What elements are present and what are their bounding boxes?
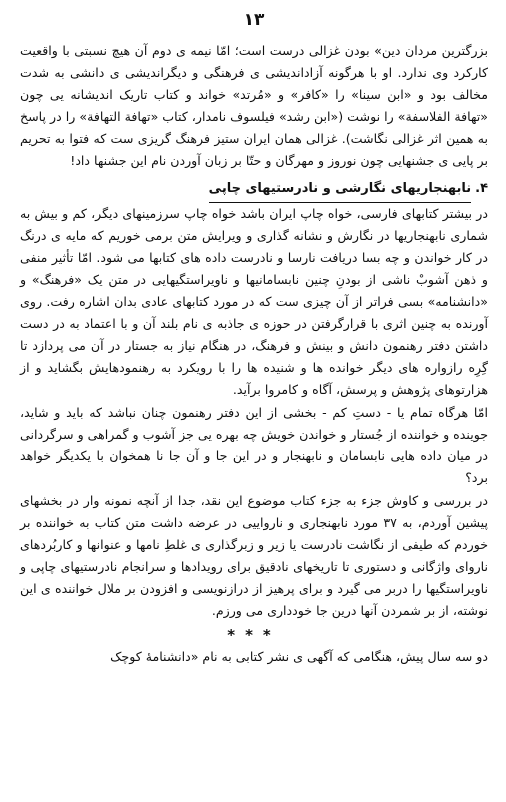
page-number: ۱۳: [243, 10, 265, 30]
paragraph-last: دو سه سال پیش، هنگامی که آگهی ی نشر کتابی به نام «دانشنامهٔ کوچک: [110, 648, 488, 664]
section-number: ۴.: [475, 181, 488, 197]
section-title: نابهنجاریهای نگارشی و نادرستیهای چاپی: [209, 177, 471, 203]
section-separator: ***: [227, 625, 281, 644]
paragraph-3: در بررسی و کاوش جزء به جزء کتاب موضوع این نقد، جدا از آنچه نمونه وار در بخشهای پیشین آوردم، به ۳۷ مورد نابهنجاری و نارواییی در عرضه داشت متن کتاب به خواننده بر خوردم که طیفی از نگاشت نادرست یا زیر و زبرگذاری ی غلطِ نامها و عنوانها و کاربُردهای ناروای واژگانی و دستوری تا تاریخهای نادقیق برای رویدادها و سرانجام نادرستیهای چاپی و ناویراستگیها را دربر می گیرد و برای پرهیز از درازنویسی و افزودن بر ملال خواننده ی این نوشته، از بر شمردن آنها درین جا خودداری می ورزم.: [20, 493, 488, 618]
paragraph-2: امّا هرگاه تمام یا - دستِ کم - بخشی از این دفتر رهنمون چنان نباشد که باید و شاید، جوینده و خواننده از جُستار و خواندن خویش چه بهره یی جز آشوب و گمراهی و سرگردانی در میان داده هایی نابسامان و نابهنجار و در این جا و آن جا نا همخوان با یکدیگر خواهد برد؟: [20, 404, 488, 486]
paragraph-1: در بیشتر کتابهای فارسی، خواه چاپ ایران باشد خواه چاپ سرزمینهای دیگر، کم و بیش به شماری نابهنجاریها در نگارش و نشانه گذاری و ویرایش متن برمی خوریم که مایه ی درنگ در کار خواندن و چه بسا دریافت نارسا و نادرست داده های کتابها می شود. امّا تأثیر منفی و ذهن آشوبْ ناشی از بودنِ چنین نابسامانیها و ناویراستگیهایی در متن یک «فرهنگ» و «دانشنامه» بسی فراتر از آن چیزی ست که در مورد کتابهای عادی بدان اشاره رفت. روی آورنده به چنین اثری با قرارگرفتن در حوزه ی جاذبه ی نام بلند آن و با اعتماد به در دست داشتن دفتر رهنمون دانش و بینش و فرهنگ، در هنگام نیاز به جستار در آن می پردازد تا گِرِه رازواره های دیگر خوانده ها و شنیده ها را با رویکرد به رهنمودهایش بگشاید و از هزارتوهای پژوهش و پرسش، آگاه و کامروا برآید.: [20, 206, 488, 397]
section-heading: [20, 177, 488, 203]
paragraph-intro: بزرگترین مردان دین» بودن غزالی درست است؛ امّا نیمه ی دوم آن هیچ نسبتی با واقعیت کارکرد وی ندارد. او با هرگونه آزاداندیشی ی فرهنگی و دیگراندیشی ی دانشی به شدت مخالف بود و «ابن سینا» را «کافر» و «مُرتد» خواند و کتاب تاریک اندیشانه یی چون «تهافة الفلاسفة» را نوشت («ابن رشد» فیلسوف نامدار، کتاب «تهافة التهافة» را در پاسخ به همین اثر غزالی نگاشت). غزالی همان ایران ستیز فرهنگ گریزی ست که فتوا به تحریم بر پایی ی جشنهایی چون نوروز و مهرگان و حتّا بر زبان آوردن نام این جشنها داد!: [20, 43, 488, 168]
